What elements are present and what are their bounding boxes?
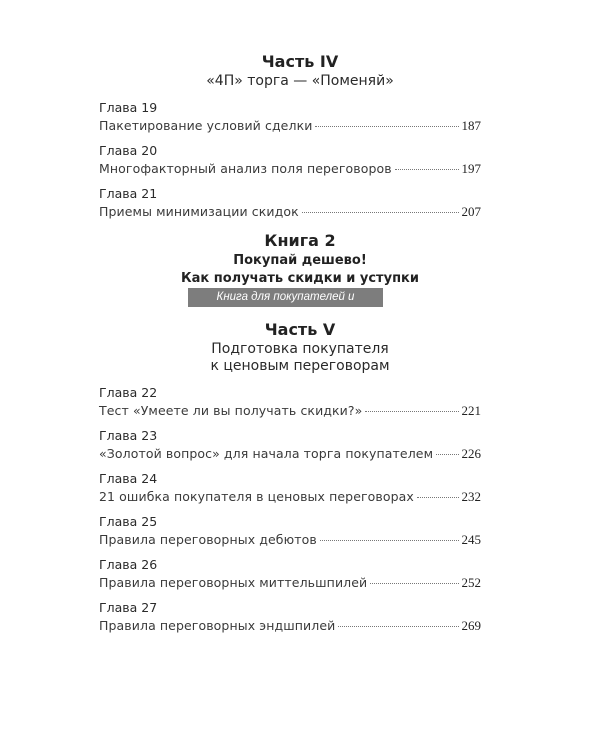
chapter-title: Правила переговорных дебютов xyxy=(99,532,317,547)
chapter-label: Глава 23 xyxy=(99,428,158,443)
book-2-audience-banner: Книга для покупателей и закупщиков xyxy=(188,288,383,307)
dot-leader xyxy=(320,540,459,541)
book-2-title: Книга 2 xyxy=(264,231,336,250)
page-number: 269 xyxy=(461,618,481,633)
book-2-line-1: Покупай дешево! xyxy=(233,253,367,268)
dot-leader xyxy=(395,169,459,170)
chapter-title: 21 ошибка покупателя в ценовых переговорах xyxy=(99,489,414,504)
dot-leader xyxy=(338,626,458,627)
page-number: 232 xyxy=(461,489,481,504)
chapter-label: Глава 19 xyxy=(99,100,158,115)
chapter-label: Глава 24 xyxy=(99,471,158,486)
part-4-title: Часть IV xyxy=(261,52,339,71)
chapter-label: Глава 21 xyxy=(99,186,158,201)
chapter-title: Тест «Умеете ли вы получать скидки?» xyxy=(99,403,363,418)
part-5-subtitle-line-1: Подготовка покупателя xyxy=(211,341,389,357)
part-5-title: Часть V xyxy=(264,320,336,339)
toc-entry[interactable] xyxy=(99,100,481,134)
toc-entry[interactable] xyxy=(99,600,481,634)
dot-leader xyxy=(370,583,458,584)
chapter-label: Глава 27 xyxy=(99,600,158,615)
page-number: 245 xyxy=(461,532,481,547)
chapter-label: Глава 25 xyxy=(99,514,158,529)
page-number: 197 xyxy=(461,161,481,176)
toc-entry[interactable] xyxy=(99,186,481,220)
part-4-subtitle: «4П» торга — «Поменяй» xyxy=(206,73,394,89)
chapter-title: Правила переговорных миттельшпилей xyxy=(99,575,368,590)
chapter-title: Правила переговорных эндшпилей xyxy=(99,618,336,633)
chapter-label: Глава 26 xyxy=(99,557,158,572)
toc-entry[interactable] xyxy=(99,557,481,591)
part-5-subtitle-line-2: к ценовым переговорам xyxy=(210,358,390,374)
chapter-label: Глава 20 xyxy=(99,143,158,158)
page-number: 187 xyxy=(461,118,481,133)
toc-entry[interactable] xyxy=(99,471,481,505)
dot-leader xyxy=(417,497,459,498)
dot-leader xyxy=(365,411,458,412)
toc-entry[interactable] xyxy=(99,428,481,462)
page-number: 221 xyxy=(461,403,481,418)
page-number: 207 xyxy=(461,204,481,219)
chapter-label: Глава 22 xyxy=(99,385,158,400)
book-2-line-2: Как получать скидки и уступки xyxy=(181,271,419,286)
toc-entry[interactable] xyxy=(99,514,481,548)
dot-leader xyxy=(302,212,459,213)
page-number: 252 xyxy=(461,575,481,590)
page-number: 226 xyxy=(461,446,481,461)
dot-leader xyxy=(436,454,458,455)
chapter-title: Приемы минимизации скидок xyxy=(99,204,299,219)
chapter-title: Многофакторный анализ поля переговоров xyxy=(99,161,392,176)
chapter-title: «Золотой вопрос» для начала торга покупателем xyxy=(99,446,434,461)
chapter-title: Пакетирование условий сделки xyxy=(99,118,313,133)
toc-entry[interactable] xyxy=(99,143,481,177)
dot-leader xyxy=(315,126,458,127)
toc-entry[interactable] xyxy=(99,385,481,419)
